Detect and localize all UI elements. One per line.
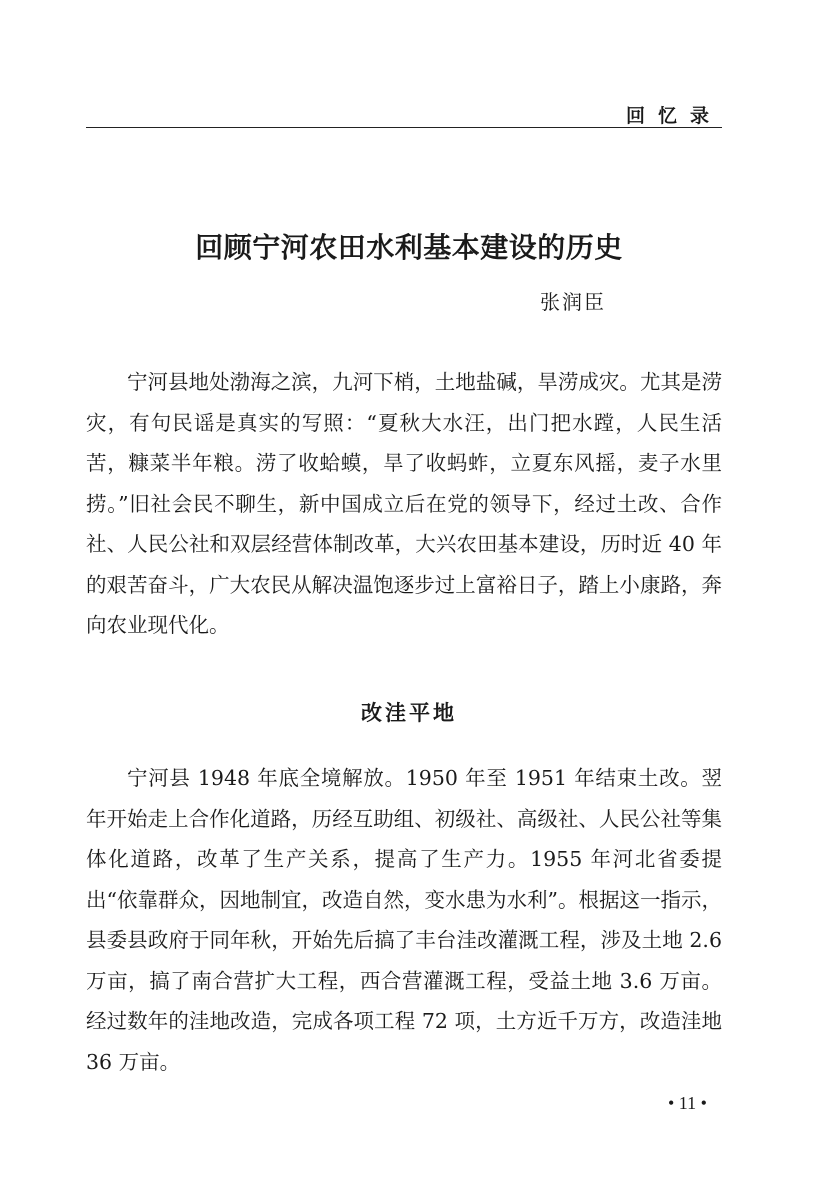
running-header-title: 回忆录 [625, 105, 722, 127]
article-title: 回顾宁河农田水利基本建设的历史 [195, 230, 623, 264]
section-heading: 改洼平地 [361, 701, 457, 726]
intro-paragraph: 宁河县地处渤海之滨，九河下梢，土地盐碱，旱涝成灾。尤其是涝灾，有句民谣是真实的写照：“夏秋大水汪，出门把水蹚，人民生活苦，糠菜半年粮。涝了收蛤蟆，旱了收蚂蚱，立夏东风摇，麦子水里捞。”旧社会民不聊生，新中国成立后在党的领导下，经过土改、合作社、人民公社和双层经营体制改革，大兴农田基本建设，历时近 40 年的艰苦奋斗，广大农民从解决温饱逐步过上富裕日子，踏上小康路，奔向农业现代化。 [86, 370, 722, 637]
article-author: 张润臣 [540, 290, 606, 314]
section-paragraph: 宁河县 1948 年底全境解放。1950 年至 1951 年结束土改。翌年开始走上合作化道路，历经互助组、初级社、高级社、人民公社等集体化道路，改革了生产关系，提高了生产力。1955 年河北省委提出“依靠群众，因地制宜，改造自然，变水患为水利”。根据这一指示，县委县政府于同年秋，开始先后搞了丰台洼改灌溉工程，涉及土地 2.6 万亩，搞了南合营扩大工程，西合营灌溉工程，受益土地 3.6 万亩。经过数年的洼地改造，完成各项工程 72 项，土方近千万方，改造洼地 36 万亩。 [86, 766, 722, 1074]
page-number: • 11 • [668, 1093, 707, 1113]
header-divider [86, 127, 722, 128]
